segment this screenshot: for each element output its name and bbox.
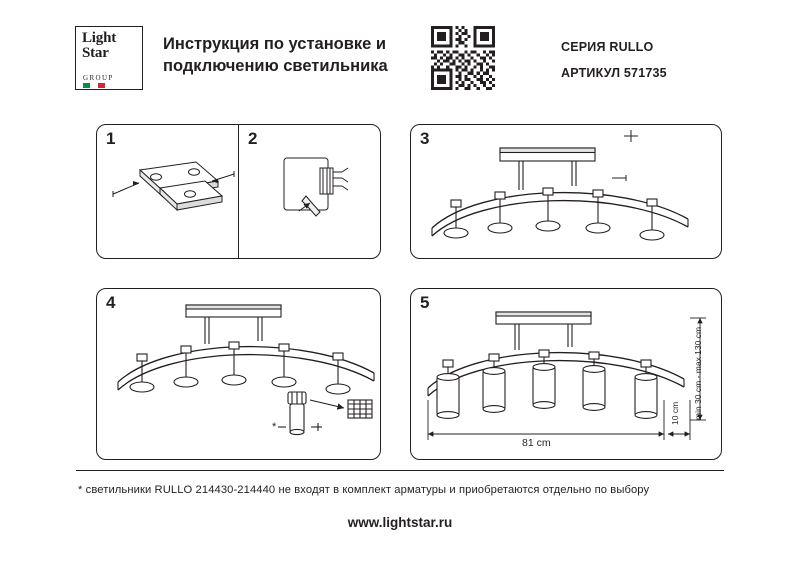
- website-url: www.lightstar.ru: [347, 515, 453, 530]
- step1-drawing: [113, 162, 234, 210]
- step-number-3: 3: [420, 129, 430, 148]
- svg-text:*: *: [272, 421, 277, 433]
- page-title-line-2: подключению светильника: [163, 57, 388, 75]
- step3-drawing: [432, 130, 688, 240]
- series-label: СЕРИЯ RULLO: [561, 40, 654, 54]
- logo-line-2: Star: [82, 44, 109, 61]
- step2-drawing: [284, 158, 348, 216]
- dimension-width-label: 81 cm: [522, 437, 551, 449]
- logo-subtitle: GROUP: [83, 74, 114, 82]
- dimension-height-label: min 30 cm - max 130 cm: [693, 326, 703, 420]
- article-label: АРТИКУЛ 571735: [561, 66, 667, 80]
- logo-line-1: Light: [82, 30, 117, 46]
- step4-drawing: [118, 305, 374, 435]
- page-title-line-1: Инструкция по установке и: [163, 35, 387, 53]
- footnote-text: * светильники RULLO 214430-214440 не входят в комплект арматуры и приобретаются отдельно по выбору: [78, 484, 650, 496]
- footer-divider: [76, 470, 724, 471]
- step-number-5: 5: [420, 293, 430, 312]
- step-number-4: 4: [106, 293, 116, 312]
- step5-drawing: [428, 312, 706, 440]
- dimension-depth-label: 10 cm: [670, 401, 680, 425]
- step-number-2: 2: [248, 129, 258, 148]
- step-number-1: 1: [106, 129, 116, 148]
